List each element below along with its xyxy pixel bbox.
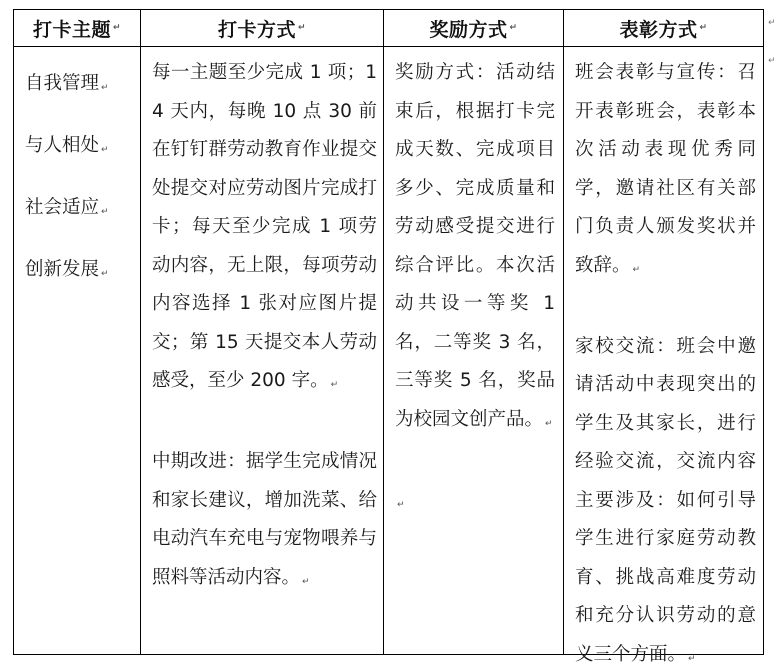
theme-item: 与人相处 ↵ — [25, 135, 109, 156]
paragraph-mark-icon: ↵ — [101, 207, 109, 217]
theme-item: 自我管理 ↵ — [25, 73, 109, 94]
class-meeting-paragraph: 班会表彰与宣传：召开表彰班会，表彰本次活动表现优秀同学，邀请社区有关部门负责人颁发奖状并致辞。 ↵ — [575, 62, 756, 276]
theme-item: 创新发展 ↵ — [25, 259, 109, 280]
empty-paragraph — [395, 482, 555, 525]
paragraph-mark-icon: ↵ — [302, 576, 310, 587]
checkin-rules-paragraph: 每一主题至少完成 1 项；14 天内，每晚 10 点 30 前在钉钉群劳动教育作业提交处提交对应劳动图片完成打卡；每天至少完成 1 项劳动内容，无上限，每项劳动内容选择 1 张对应图片提交；第 15 天提交本人劳动感受，至少 200 字。 ↵ — [152, 62, 377, 391]
cell-commendation-method — [575, 47, 756, 665]
paragraph-mark-icon: ↵ — [101, 269, 109, 279]
paragraph-mark-icon: ↵ — [297, 23, 307, 33]
column-divider — [383, 10, 384, 654]
cell-checkin-method — [152, 47, 377, 654]
cell-reward-method — [395, 47, 555, 654]
column-divider — [140, 10, 141, 654]
row-end-mark-icon: ↵ — [768, 56, 776, 66]
header-checkin-method: 打卡方式 ↵ — [217, 18, 307, 41]
header-reward-method: 奖励方式 ↵ — [429, 18, 518, 41]
paragraph-mark-icon: ↵ — [545, 418, 553, 429]
paragraph-mark-icon: ↵ — [101, 145, 109, 155]
paragraph-mark-icon: ↵ — [397, 499, 405, 510]
home-school-exchange-paragraph: 家校交流：班会中邀请活动中表现突出的学生及其家长，进行经验交流，交流内容主要涉及：如何引导学生进行家庭劳动教育、挑战高难度劳动和充分认识劳动的意义三个方面。 ↵ — [575, 335, 756, 665]
header-commendation-method: 表彰方式 ↵ — [619, 18, 708, 41]
row-end-mark-icon: ↵ — [768, 18, 776, 28]
activity-table — [13, 9, 764, 665]
paragraph-mark-icon: ↵ — [699, 23, 708, 33]
paragraph-mark-icon: ↵ — [101, 83, 109, 93]
header-theme: 打卡主题 ↵ — [32, 18, 122, 41]
paragraph-mark-icon: ↵ — [632, 264, 641, 275]
midterm-improvement-paragraph: 中期改进：据学生完成情况和家长建议，增加洗菜、给电动汽车充电与宠物喂养与照料等活动内容。 ↵ — [152, 451, 377, 588]
theme-item: 社会适应 ↵ — [25, 197, 109, 218]
cell-themes — [25, 47, 135, 654]
column-divider — [563, 10, 564, 654]
paragraph-mark-icon: ↵ — [688, 653, 696, 664]
paragraph-mark-icon: ↵ — [330, 380, 339, 390]
paragraph-mark-icon: ↵ — [112, 23, 122, 33]
paragraph-mark-icon: ↵ — [509, 23, 518, 33]
reward-paragraph: 奖励方式：活动结束后，根据打卡完成天数、完成项目多少、完成质量和劳动感受提交进行综合评比。本次活动共设一等奖 1 名，二等奖 3 名，三等奖 5 名，奖品为校园文创产品。 ↵ — [395, 62, 555, 430]
